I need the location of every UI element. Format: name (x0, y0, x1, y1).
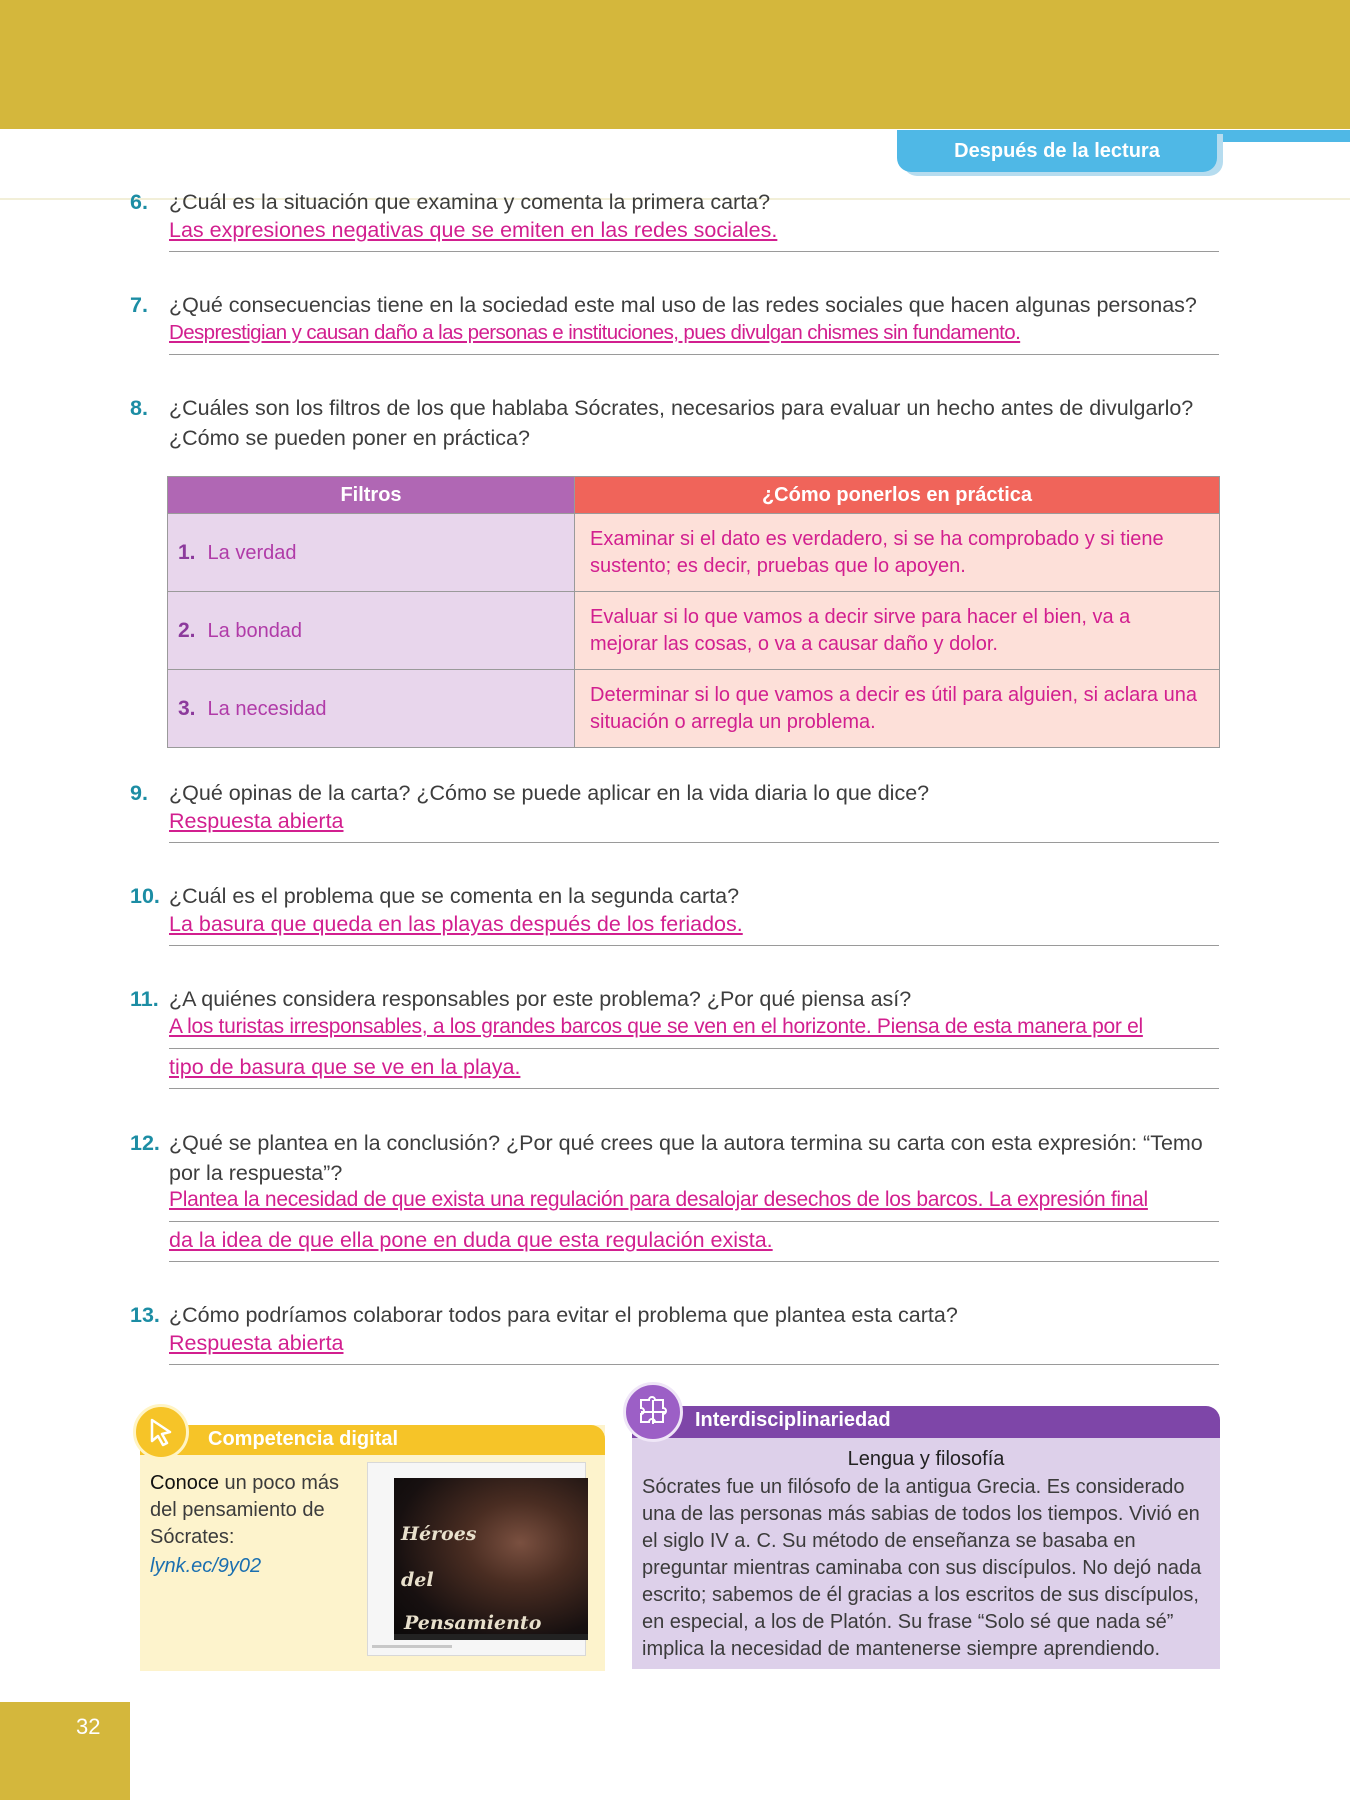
how-cell: Evaluar si lo que vamos a decir sirve para hacer el bien, va a mejorar las cosas, o va a causar daño y dolor. (575, 592, 1220, 670)
how-cell: Determinar si lo que vamos a decir es útil para alguien, si aclara una situación o arregla un problema. (575, 670, 1220, 748)
answer-line-10 (169, 905, 1219, 946)
filter-cell (168, 670, 575, 748)
question-number: 6. (130, 190, 148, 214)
table-row (168, 592, 1220, 670)
question-text: ¿Qué se plantea en la conclusión? ¿Por qué crees que la autora termina su carta con esta expresión: “Temo (169, 1131, 1203, 1155)
puzzle-icon (623, 1382, 683, 1442)
question-12 (130, 1128, 1230, 1188)
video-title-word: del (401, 1569, 434, 1591)
question-number: 13. (130, 1303, 160, 1327)
filter-number: 1. (178, 540, 196, 564)
filter-number: 3. (178, 696, 196, 720)
answer-text: Las expresiones negativas que se emiten en las redes sociales. (169, 218, 778, 242)
section-tab: Después de la lectura (897, 130, 1217, 172)
question-text-line-2: ¿Cómo se pueden poner en práctica? (169, 426, 530, 450)
question-8 (130, 393, 1230, 453)
question-text: ¿Qué opinas de la carta? ¿Cómo se puede aplicar en la vida diaria lo que dice? (169, 781, 930, 805)
answer-text: Respuesta abierta (169, 1331, 344, 1355)
table-header-row (168, 477, 1220, 514)
cursor-icon (133, 1404, 189, 1460)
how-cell: Examinar si el dato es verdadero, si se ha comprobado y si tiene sustento; es decir, pruebas que lo apoyen. (575, 514, 1220, 592)
video-progress-bar[interactable] (394, 1634, 588, 1640)
top-color-band (0, 0, 1350, 129)
table-row (168, 670, 1220, 748)
page-number-box (0, 1702, 130, 1800)
question-number: 12. (130, 1131, 160, 1155)
video-title-word: Pensamiento (404, 1612, 542, 1634)
answer-text: Plantea la necesidad de que exista una regulación para desalojar desechos de los barcos. La expresión final (169, 1188, 1148, 1211)
answer-line-11b (169, 1048, 1219, 1089)
interdisciplinary-subtitle: Lengua y filosofía (847, 1448, 1005, 1470)
answer-text: Desprestigian y causan daño a las personas e instituciones, pues divulgan chismes sin fundamento. (169, 321, 1021, 344)
answer-text: tipo de basura que se ve en la playa. (169, 1055, 521, 1079)
digital-competence-text (150, 1470, 360, 1551)
interdisciplinary-title: Interdisciplinariedad (695, 1409, 891, 1431)
interdisciplinary-body: Sócrates fue un filósofo de la antigua Grecia. Es considerado una de las personas más sabias de todos los tiempos. Vivió en el siglo IV a. C. Su método de enseñanza se basaba en preguntar mientras caminaba con sus discípulos. No dejó nada escrito; sabemos de él gracias a los escritos de sus discípulos, en especial, a los de Platón. Su frase “Solo sé que nada sé” implica la necesidad de mantenerse siempre aprendiendo. (642, 1476, 1202, 1660)
answer-line-9 (169, 802, 1219, 843)
filter-cell (168, 514, 575, 592)
digital-text-bold: Conoce (150, 1472, 219, 1494)
filters-table (167, 476, 1220, 748)
question-number: 7. (130, 293, 148, 317)
question-text: ¿Cuáles son los filtros de los que hablaba Sócrates, necesarios para evaluar un hecho antes de divulgarlo? (169, 396, 1194, 420)
answer-line-11a (169, 1008, 1219, 1049)
question-text-line-2: por la respuesta”? (169, 1161, 343, 1185)
answer-text: La basura que queda en las playas después de los feriados. (169, 912, 743, 936)
header-como: ¿Cómo ponerlos en práctica (575, 477, 1220, 514)
digital-text-rest: un poco más del pensamiento de Sócrates: (150, 1472, 340, 1548)
digital-competence-title: Competencia digital (208, 1428, 399, 1450)
answer-line-13 (169, 1324, 1219, 1365)
answer-text: Respuesta abierta (169, 809, 344, 833)
video-title-word: Héroes (401, 1523, 477, 1545)
section-tab-tail (1200, 130, 1350, 142)
answer-text: A los turistas irresponsables, a los grandes barcos que se ven en el horizonte. Piensa de esta manera por el (169, 1015, 1143, 1038)
answer-line-12a (169, 1181, 1219, 1222)
page-number: 32 (76, 1714, 101, 1739)
question-number: 8. (130, 396, 148, 420)
question-number: 10. (130, 884, 160, 908)
header-filtros: Filtros (168, 477, 575, 514)
question-number: 11. (130, 987, 159, 1011)
filter-name: La verdad (207, 541, 297, 564)
answer-line-12b (169, 1221, 1219, 1262)
question-text: ¿Cuál es el problema que se comenta en la segunda carta? (169, 884, 740, 908)
table-row (168, 514, 1220, 592)
filter-number: 2. (178, 618, 196, 642)
filter-cell (168, 592, 575, 670)
question-text: ¿Cuál es la situación que examina y comenta la primera carta? (169, 190, 771, 214)
digital-link[interactable]: lynk.ec/9y02 (150, 1555, 262, 1577)
answer-line-7 (169, 314, 1219, 355)
answer-line-6 (169, 211, 1219, 252)
question-text: ¿Cómo podríamos colaborar todos para evitar el problema que plantea esta carta? (169, 1303, 958, 1327)
question-text: ¿A quiénes considera responsables por este problema? ¿Por qué piensa así? (169, 987, 912, 1011)
filter-name: La bondad (207, 619, 303, 642)
video-caption-line (372, 1645, 452, 1648)
question-text: ¿Qué consecuencias tiene en la sociedad este mal uso de las redes sociales que hacen algunas personas? (169, 293, 1197, 317)
answer-text: da la idea de que ella pone en duda que esta regulación exista. (169, 1228, 773, 1252)
filter-name: La necesidad (207, 697, 327, 720)
question-number: 9. (130, 781, 148, 805)
